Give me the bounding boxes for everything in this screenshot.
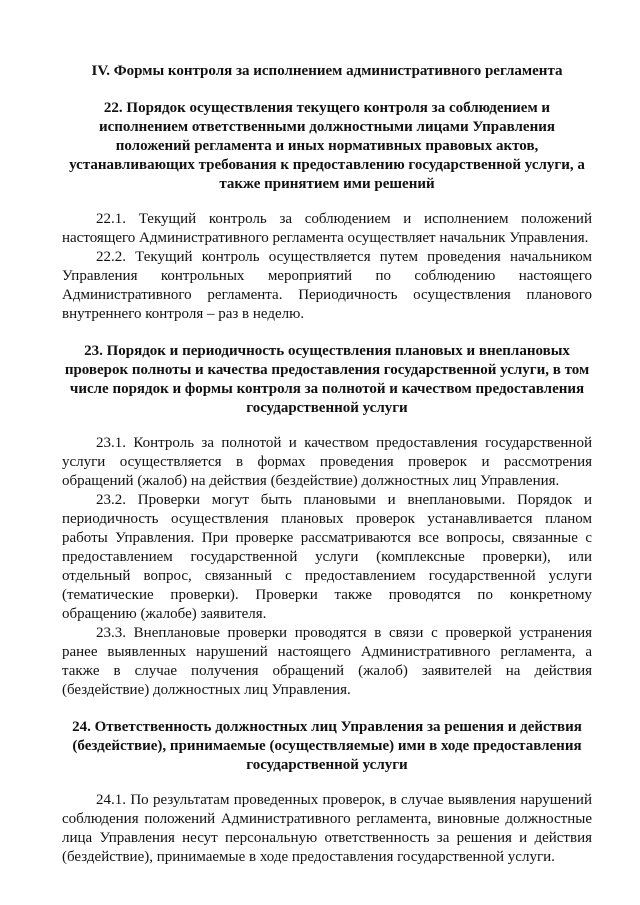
section-gap <box>62 324 592 342</box>
paragraph-22-2: 22.2. Текущий контроль осуществляется путем проведения начальником Управления контрольных мероприятий по соблюдению настоящего Административного регламента. Периодичность осуществления планового внутреннего контроля – раз в неделю. <box>62 249 592 322</box>
section-22 <box>62 99 592 324</box>
paragraph-24-1: 24.1. По результатам проведенных проверок, в случае выявления нарушений соблюдения положений Административного регламента, виновные должностные лица Управления несут персональную ответственность за решения и действия (бездействие), принимаемые в ходе предоставления государственной услуги. <box>62 792 592 865</box>
paragraph-22-1: 22.1. Текущий контроль за соблюдением и исполнением положений настоящего Административного регламента осуществляет начальник Управления. <box>62 211 592 246</box>
section-24 <box>62 718 592 867</box>
section-gap <box>62 700 592 718</box>
paragraph-23-2: 23.2. Проверки могут быть плановыми и внеплановыми. Порядок и периодичность осуществления плановых проверок устанавливается планом работы Управления. При проверке рассматриваются все вопросы, связанные с предоставлением государственной услуги (комплексные проверки), или отдельный вопрос, связанный с предоставлением государственной услуги (тематические проверки). Проверки также проводятся по конкретному обращению (жалобе) заявителя. <box>62 492 592 622</box>
paragraph-23-3: 23.3. Внеплановые проверки проводятся в связи с проверкой устранения ранее выявленных нарушений настоящего Административного регламента, а также в случае получения обращений (жалоб) заявителей на действия (бездействие) должностных лиц Управления. <box>62 625 592 698</box>
document-title: IV. Формы контроля за исполнением административного регламента <box>91 63 563 79</box>
document-content <box>62 62 592 867</box>
section-24-heading: 24. Ответственность должностных лиц Управления за решения и действия (бездействие), принимаемые (осуществляемые) ими в ходе предоставления государственной услуги <box>72 719 582 773</box>
section-22-heading: 22. Порядок осуществления текущего контроля за соблюдением и исполнением ответственными должностными лицами Управления положений регламента и иных нормативных правовых актов, устанавливающих требования к предоставлению государственной услуги, а также принятием ими решений <box>69 100 585 192</box>
section-23-heading: 23. Порядок и периодичность осуществления плановых и внеплановых проверок полноты и качества предоставления государственной услуги, в том числе порядок и формы контроля за полнотой и качеством предоставления государственной услуги <box>64 343 590 416</box>
section-23 <box>62 342 592 700</box>
paragraph-23-1: 23.1. Контроль за полнотой и качеством предоставления государственной услуги осуществляется в формах проведения проверок и рассмотрения обращений (жалоб) на действия (бездействие) должностных лиц Управления. <box>62 435 592 489</box>
